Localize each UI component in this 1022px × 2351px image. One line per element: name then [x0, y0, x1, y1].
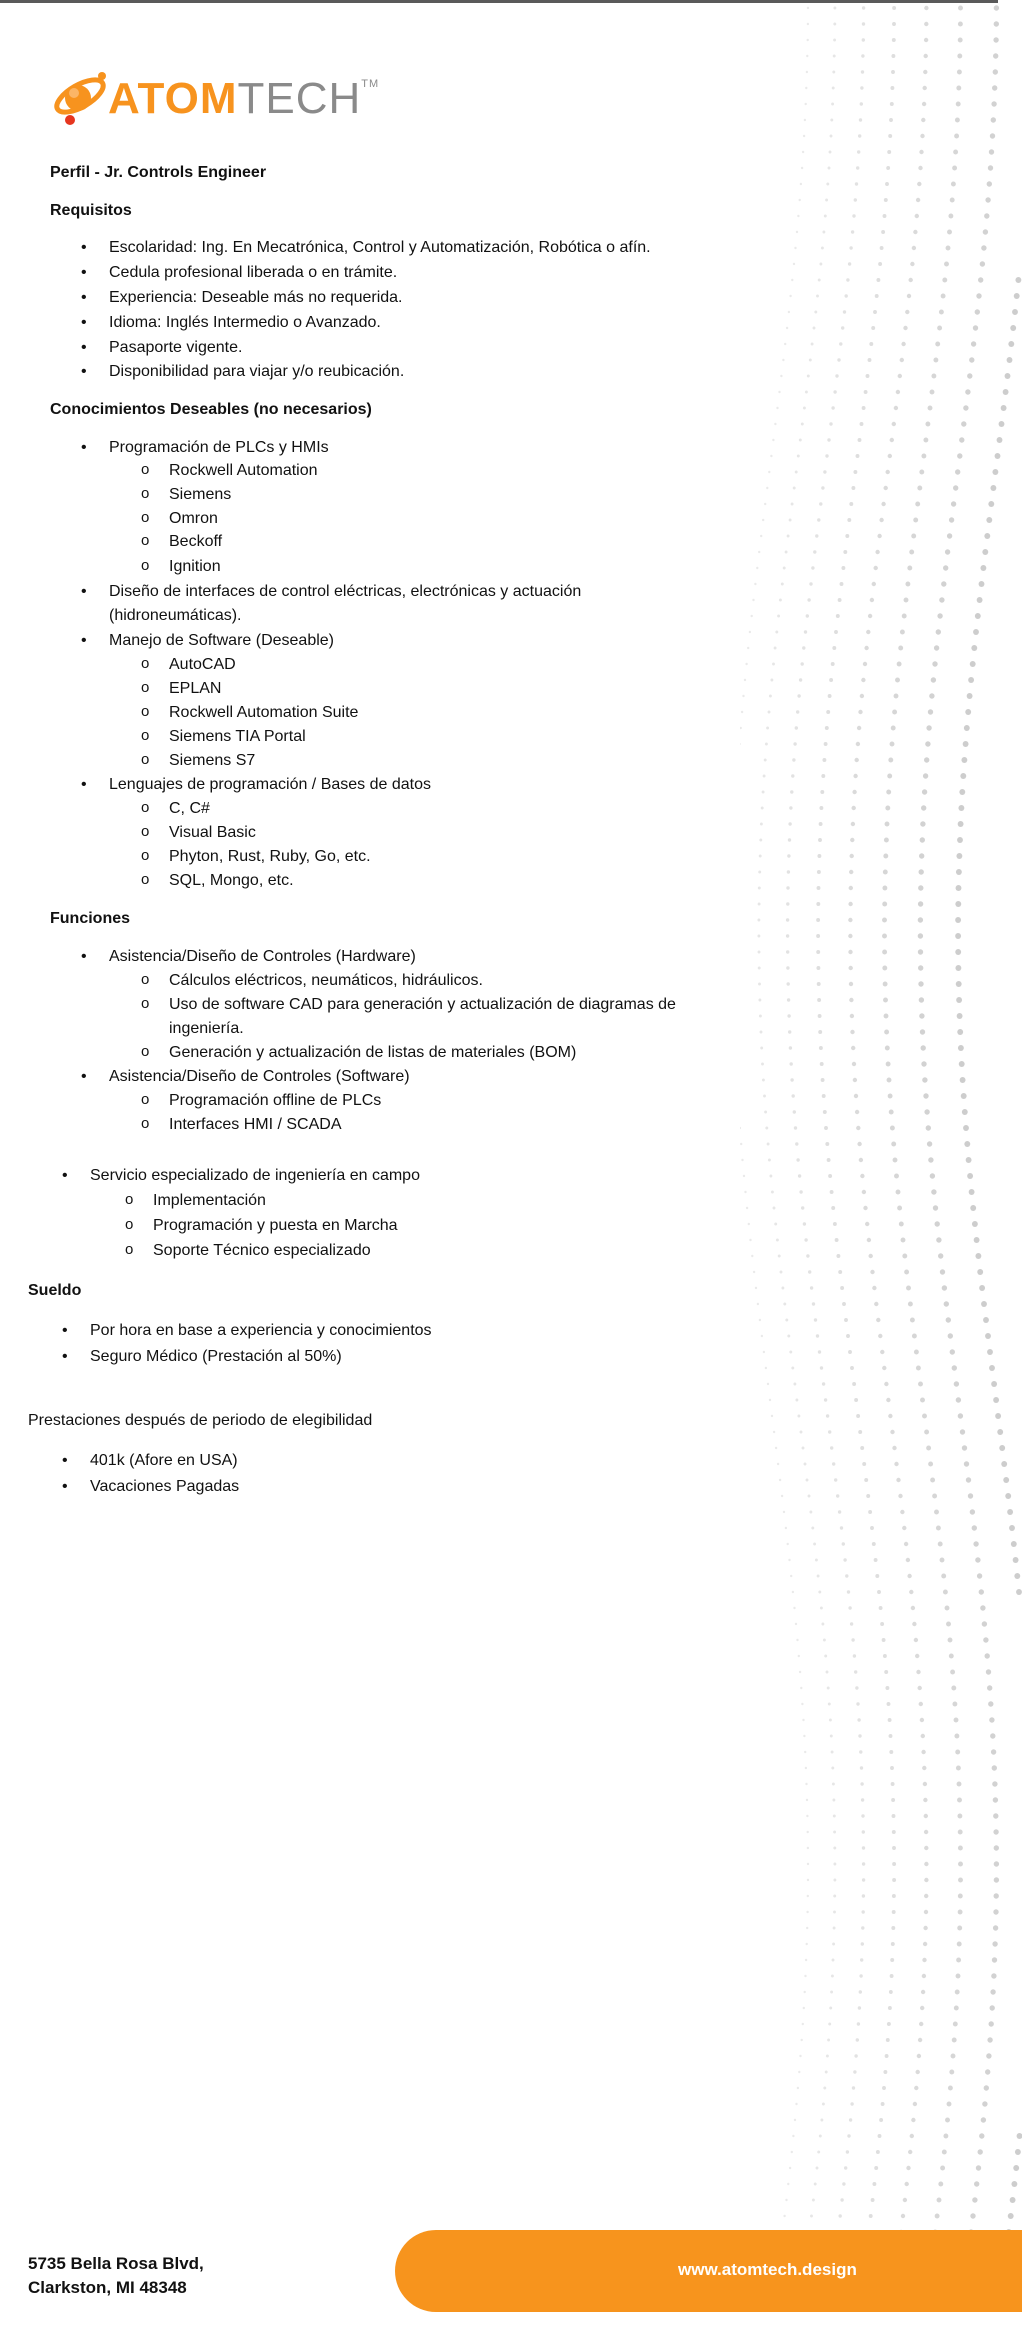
- sub-list-item: o Beckoff: [169, 532, 222, 552]
- sub-list-item: o Omron: [169, 509, 218, 529]
- page-title: Perfil - Jr. Controls Engineer: [50, 164, 267, 181]
- funciones-heading: Funciones: [50, 910, 131, 927]
- sub-list-item: o C, C#: [169, 799, 210, 819]
- logo-atom-text: ATOM: [108, 74, 238, 123]
- list-item-continuation: (hidroneumáticas).: [109, 607, 242, 624]
- sub-list-item: o Siemens S7: [169, 751, 255, 771]
- list-item: • Pasaporte vigente.: [109, 338, 242, 358]
- sub-list-item: o Programación y puesta en Marcha: [153, 1216, 398, 1236]
- sub-list-item: o EPLAN: [169, 679, 221, 699]
- sueldo-heading: Sueldo: [28, 1282, 82, 1299]
- logo-tm-mark: TM: [361, 78, 380, 90]
- conocimientos-heading: Conocimientos Deseables (no necesarios): [50, 401, 372, 418]
- sub-list-item: o Programación offline de PLCs: [169, 1091, 381, 1111]
- logo-tech-text: TECH: [237, 74, 362, 123]
- sub-list-item: o Uso de software CAD para generación y actualización de diagramas de: [169, 995, 676, 1015]
- list-item: • Por hora en base a experiencia y conocimientos: [90, 1321, 432, 1341]
- list-item: • Asistencia/Diseño de Controles (Software): [109, 1067, 410, 1087]
- logo-wordmark: [108, 74, 379, 124]
- list-item: • Experiencia: Deseable más no requerida.: [109, 288, 403, 308]
- list-item: • Idioma: Inglés Intermedio o Avanzado.: [109, 313, 381, 333]
- list-item: • Escolaridad: Ing. En Mecatrónica, Control y Automatización, Robótica o afín.: [109, 238, 651, 258]
- sub-list-item-continuation: ingeniería.: [169, 1020, 244, 1037]
- sub-list-item: o Ignition: [169, 557, 221, 577]
- list-item: • Seguro Médico (Prestación al 50%): [90, 1347, 342, 1367]
- atomtech-logo: [50, 62, 390, 132]
- sub-list-item: o Soporte Técnico especializado: [153, 1241, 371, 1261]
- address-line-1: 5735 Bella Rosa Blvd,: [28, 2254, 204, 2273]
- sub-list-item: o Siemens: [169, 485, 231, 505]
- sub-list-item: o Cálculos eléctricos, neumáticos, hidráulicos.: [169, 971, 483, 991]
- sub-list-item: o Generación y actualización de listas de materiales (BOM): [169, 1043, 576, 1063]
- requisitos-heading: Requisitos: [50, 202, 132, 219]
- list-item: • Diseño de interfaces de control eléctricas, electrónicas y actuación: [109, 582, 581, 602]
- list-item: • Asistencia/Diseño de Controles (Hardware): [109, 947, 416, 967]
- website-link[interactable]: www.atomtech.design: [678, 2260, 857, 2279]
- sub-list-item: o Phyton, Rust, Ruby, Go, etc.: [169, 847, 371, 867]
- sub-list-item: o Rockwell Automation: [169, 461, 318, 481]
- sub-list-item: o Siemens TIA Portal: [169, 727, 306, 747]
- list-item: • Programación de PLCs y HMIs: [109, 438, 329, 458]
- footer-address: [28, 2252, 204, 2300]
- sub-list-item: o SQL, Mongo, etc.: [169, 871, 294, 891]
- dot-pattern-decoration: [740, 0, 1022, 2240]
- sub-list-item: o Rockwell Automation Suite: [169, 703, 358, 723]
- list-item: • Servicio especializado de ingeniería en campo: [90, 1166, 420, 1186]
- sub-list-item: o AutoCAD: [169, 655, 236, 675]
- prestaciones-heading: Prestaciones después de periodo de elegibilidad: [28, 1412, 373, 1429]
- list-item: • Manejo de Software (Deseable): [109, 631, 334, 651]
- address-line-2: Clarkston, MI 48348: [28, 2278, 187, 2297]
- list-item: • 401k (Afore en USA): [90, 1451, 238, 1471]
- sub-list-item: o Interfaces HMI / SCADA: [169, 1115, 342, 1135]
- list-item: • Vacaciones Pagadas: [90, 1477, 239, 1497]
- sub-list-item: o Visual Basic: [169, 823, 256, 843]
- list-item: • Disponibilidad para viajar y/o reubicación.: [109, 362, 404, 382]
- list-item: • Cedula profesional liberada o en trámite.: [109, 263, 397, 283]
- list-item: • Lenguajes de programación / Bases de datos: [109, 775, 431, 795]
- sub-list-item: o Implementación: [153, 1191, 266, 1211]
